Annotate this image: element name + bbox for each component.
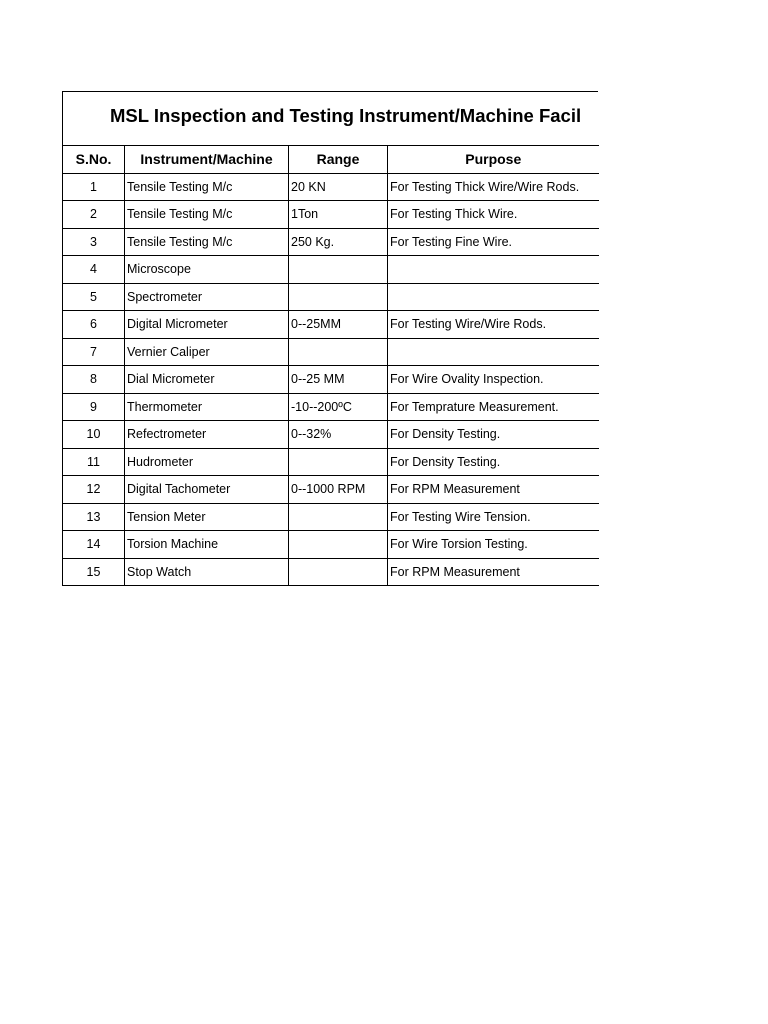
cell-purpose[interactable] [388, 338, 599, 366]
cell-sno[interactable]: 10 [63, 421, 125, 449]
cell-range[interactable]: 0--32% [289, 421, 388, 449]
cell-sno[interactable]: 13 [63, 503, 125, 531]
table-row [63, 338, 599, 366]
instrument-table [62, 145, 599, 586]
cell-instrument[interactable]: Hudrometer [125, 448, 289, 476]
cell-instrument[interactable]: Digital Micrometer [125, 311, 289, 339]
cell-range[interactable]: 0--25MM [289, 311, 388, 339]
cell-sno[interactable]: 14 [63, 531, 125, 559]
cell-instrument[interactable]: Digital Tachometer [125, 476, 289, 504]
cell-instrument[interactable]: Tensile Testing M/c [125, 173, 289, 201]
table-body [63, 173, 599, 586]
cell-range[interactable] [289, 558, 388, 586]
table-row [63, 558, 599, 586]
table-row [63, 393, 599, 421]
cell-sno[interactable]: 6 [63, 311, 125, 339]
cell-purpose[interactable]: For Testing Fine Wire. [388, 228, 599, 256]
cell-instrument[interactable]: Tension Meter [125, 503, 289, 531]
cell-range[interactable]: 0--25 MM [289, 366, 388, 394]
cell-instrument[interactable]: Tensile Testing M/c [125, 228, 289, 256]
sheet-title: MSL Inspection and Testing Instrument/Machine Facil [110, 105, 582, 126]
cell-range[interactable]: 250 Kg. [289, 228, 388, 256]
cell-sno[interactable]: 8 [63, 366, 125, 394]
cell-sno[interactable]: 15 [63, 558, 125, 586]
table-row [63, 421, 599, 449]
cell-purpose[interactable] [388, 283, 599, 311]
cell-purpose[interactable]: For Wire Ovality Inspection. [388, 366, 599, 394]
table-row [63, 256, 599, 284]
table-row [63, 201, 599, 229]
header-row [63, 146, 599, 174]
cell-instrument[interactable]: Stop Watch [125, 558, 289, 586]
cell-range[interactable] [289, 283, 388, 311]
header-range[interactable]: Range [289, 146, 388, 174]
cell-purpose[interactable]: For RPM Measurement [388, 558, 599, 586]
cell-sno[interactable]: 2 [63, 201, 125, 229]
cell-range[interactable] [289, 338, 388, 366]
cell-sno[interactable]: 3 [63, 228, 125, 256]
cell-instrument[interactable]: Refectrometer [125, 421, 289, 449]
table-row [63, 228, 599, 256]
cell-sno[interactable]: 11 [63, 448, 125, 476]
table-row [63, 366, 599, 394]
cell-range[interactable]: -10--200ºC [289, 393, 388, 421]
table-row [63, 531, 599, 559]
cell-instrument[interactable]: Spectrometer [125, 283, 289, 311]
cell-range[interactable]: 0--1000 RPM [289, 476, 388, 504]
spreadsheet-table [62, 91, 598, 586]
table-row [63, 476, 599, 504]
cell-instrument[interactable]: Vernier Caliper [125, 338, 289, 366]
cell-range[interactable] [289, 256, 388, 284]
header-sno[interactable]: S.No. [63, 146, 125, 174]
header-instrument[interactable]: Instrument/Machine [125, 146, 289, 174]
cell-purpose[interactable]: For Density Testing. [388, 448, 599, 476]
cell-range[interactable] [289, 503, 388, 531]
cell-sno[interactable]: 12 [63, 476, 125, 504]
cell-sno[interactable]: 4 [63, 256, 125, 284]
table-row [63, 503, 599, 531]
cell-range[interactable] [289, 448, 388, 476]
cell-instrument[interactable]: Tensile Testing M/c [125, 201, 289, 229]
title-cell[interactable] [62, 91, 598, 145]
cell-sno[interactable]: 1 [63, 173, 125, 201]
cell-purpose[interactable]: For Temprature Measurement. [388, 393, 599, 421]
table-row [63, 311, 599, 339]
table-row [63, 173, 599, 201]
table-row [63, 283, 599, 311]
cell-purpose[interactable]: For Density Testing. [388, 421, 599, 449]
cell-range[interactable]: 20 KN [289, 173, 388, 201]
cell-range[interactable]: 1Ton [289, 201, 388, 229]
cell-purpose[interactable]: For RPM Measurement [388, 476, 599, 504]
cell-purpose[interactable] [388, 256, 599, 284]
table-row [63, 448, 599, 476]
cell-purpose[interactable]: For Testing Thick Wire. [388, 201, 599, 229]
cell-purpose[interactable]: For Wire Torsion Testing. [388, 531, 599, 559]
cell-purpose[interactable]: For Testing Wire Tension. [388, 503, 599, 531]
cell-sno[interactable]: 7 [63, 338, 125, 366]
cell-range[interactable] [289, 531, 388, 559]
cell-sno[interactable]: 9 [63, 393, 125, 421]
cell-instrument[interactable]: Torsion Machine [125, 531, 289, 559]
header-purpose[interactable]: Purpose [388, 146, 599, 174]
cell-sno[interactable]: 5 [63, 283, 125, 311]
cell-purpose[interactable]: For Testing Wire/Wire Rods. [388, 311, 599, 339]
cell-instrument[interactable]: Microscope [125, 256, 289, 284]
cell-instrument[interactable]: Dial Micrometer [125, 366, 289, 394]
cell-instrument[interactable]: Thermometer [125, 393, 289, 421]
cell-purpose[interactable]: For Testing Thick Wire/Wire Rods. [388, 173, 599, 201]
